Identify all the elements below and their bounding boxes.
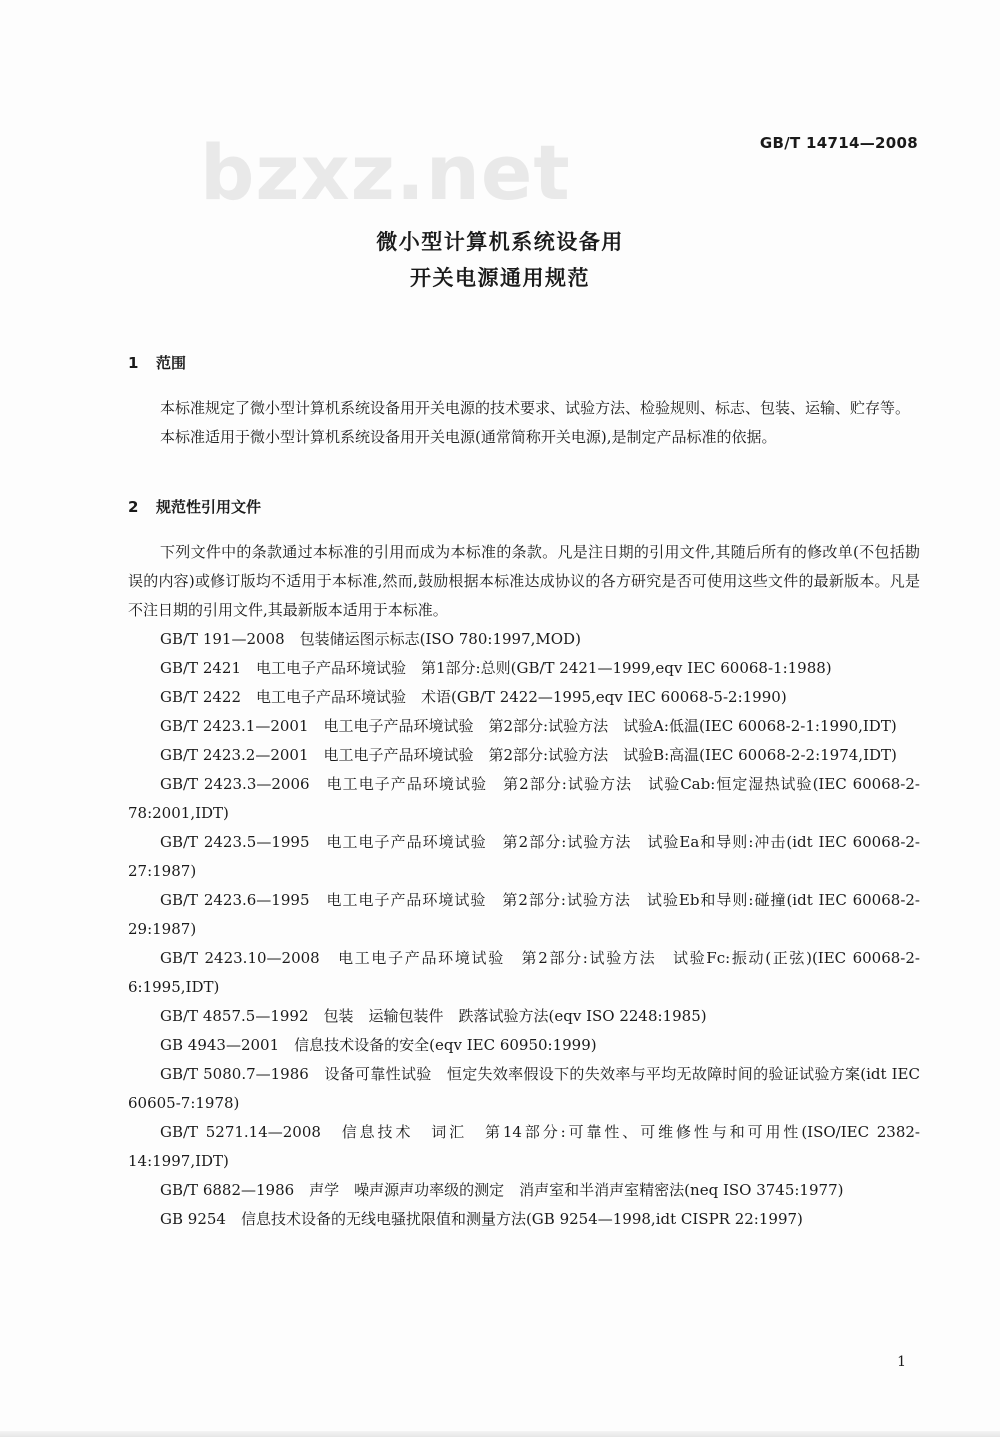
- reference-item: GB/T 5080.7—1986 设备可靠性试验 恒定失效率假设下的失效率与平均无故障时间的验证试验方案(idt IEC 60605-7:1978): [128, 1065, 920, 1112]
- reference-item: GB/T 4857.5—1992 包装 运输包装件 跌落试验方法(eqv ISO 2248:1985): [160, 1007, 707, 1025]
- reference-item: GB 9254 信息技术设备的无线电骚扰限值和测量方法(GB 9254—1998,idt CISPR 22:1997): [160, 1210, 803, 1228]
- page-number: 1: [897, 1354, 906, 1370]
- section-title: 范围: [156, 354, 187, 372]
- section-title: 规范性引用文件: [156, 498, 262, 516]
- title-line-2: 开关电源通用规范: [410, 266, 590, 290]
- title-line-1: 微小型计算机系统设备用: [376, 230, 624, 254]
- standard-number: GB/T 14714—2008: [759, 134, 918, 152]
- section-2-heading: [128, 496, 261, 517]
- section-1-body: [128, 394, 920, 452]
- reference-item: GB/T 6882—1986 声学 噪声源声功率级的测定 消声室和半消声室精密法(neq ISO 3745:1977): [160, 1181, 844, 1199]
- page-bottom-edge: [0, 1431, 1000, 1437]
- document-title: [0, 224, 1000, 296]
- section-1-heading: [128, 352, 186, 373]
- watermark: bzxz.net: [200, 128, 571, 217]
- paragraph: 本标准适用于微小型计算机系统设备用开关电源(通常简称开关电源),是制定产品标准的依据。: [160, 428, 777, 446]
- reference-item: GB 4943—2001 信息技术设备的安全(eqv IEC 60950:1999): [160, 1036, 597, 1054]
- reference-item: GB/T 2423.2—2001 电工电子产品环境试验 第2部分:试验方法 试验B:高温(IEC 60068-2-2:1974,IDT): [160, 746, 897, 764]
- reference-item: GB/T 5271.14—2008 信息技术 词汇 第14部分:可靠性、可维修性与和可用性(ISO/IEC 2382-14:1997,IDT): [128, 1123, 920, 1170]
- reference-item: GB/T 2423.3—2006 电工电子产品环境试验 第2部分:试验方法 试验Cab:恒定湿热试验(IEC 60068-2-78:2001,IDT): [128, 775, 920, 822]
- section-number: 2: [128, 498, 139, 516]
- reference-item: GB/T 2423.5—1995 电工电子产品环境试验 第2部分:试验方法 试验Ea和导则:冲击(idt IEC 60068-2-27:1987): [128, 833, 920, 880]
- paragraph: 下列文件中的条款通过本标准的引用而成为本标准的条款。凡是注日期的引用文件,其随后所有的修改单(不包括勘误的内容)或修订版均不适用于本标准,然而,鼓励根据本标准达成协议的各方研究是否可使用这些文件的最新版本。凡是不注日期的引用文件,其最新版本适用于本标准。: [128, 543, 920, 619]
- reference-item: GB/T 191—2008 包装储运图示标志(ISO 780:1997,MOD): [160, 630, 581, 648]
- reference-item: GB/T 2423.6—1995 电工电子产品环境试验 第2部分:试验方法 试验Eb和导则:碰撞(idt IEC 60068-2-29:1987): [128, 891, 920, 938]
- reference-item: GB/T 2422 电工电子产品环境试验 术语(GB/T 2422—1995,eqv IEC 60068-5-2:1990): [160, 688, 787, 706]
- reference-item: GB/T 2423.1—2001 电工电子产品环境试验 第2部分:试验方法 试验A:低温(IEC 60068-2-1:1990,IDT): [160, 717, 897, 735]
- reference-item: GB/T 2421 电工电子产品环境试验 第1部分:总则(GB/T 2421—1999,eqv IEC 60068-1:1988): [160, 659, 832, 677]
- section-2-body: [128, 538, 920, 1234]
- paragraph: 本标准规定了微小型计算机系统设备用开关电源的技术要求、试验方法、检验规则、标志、包装、运输、贮存等。: [160, 399, 911, 417]
- reference-item: GB/T 2423.10—2008 电工电子产品环境试验 第2部分:试验方法 试验Fc:振动(正弦)(IEC 60068-2-6:1995,IDT): [128, 949, 920, 996]
- section-number: 1: [128, 354, 139, 372]
